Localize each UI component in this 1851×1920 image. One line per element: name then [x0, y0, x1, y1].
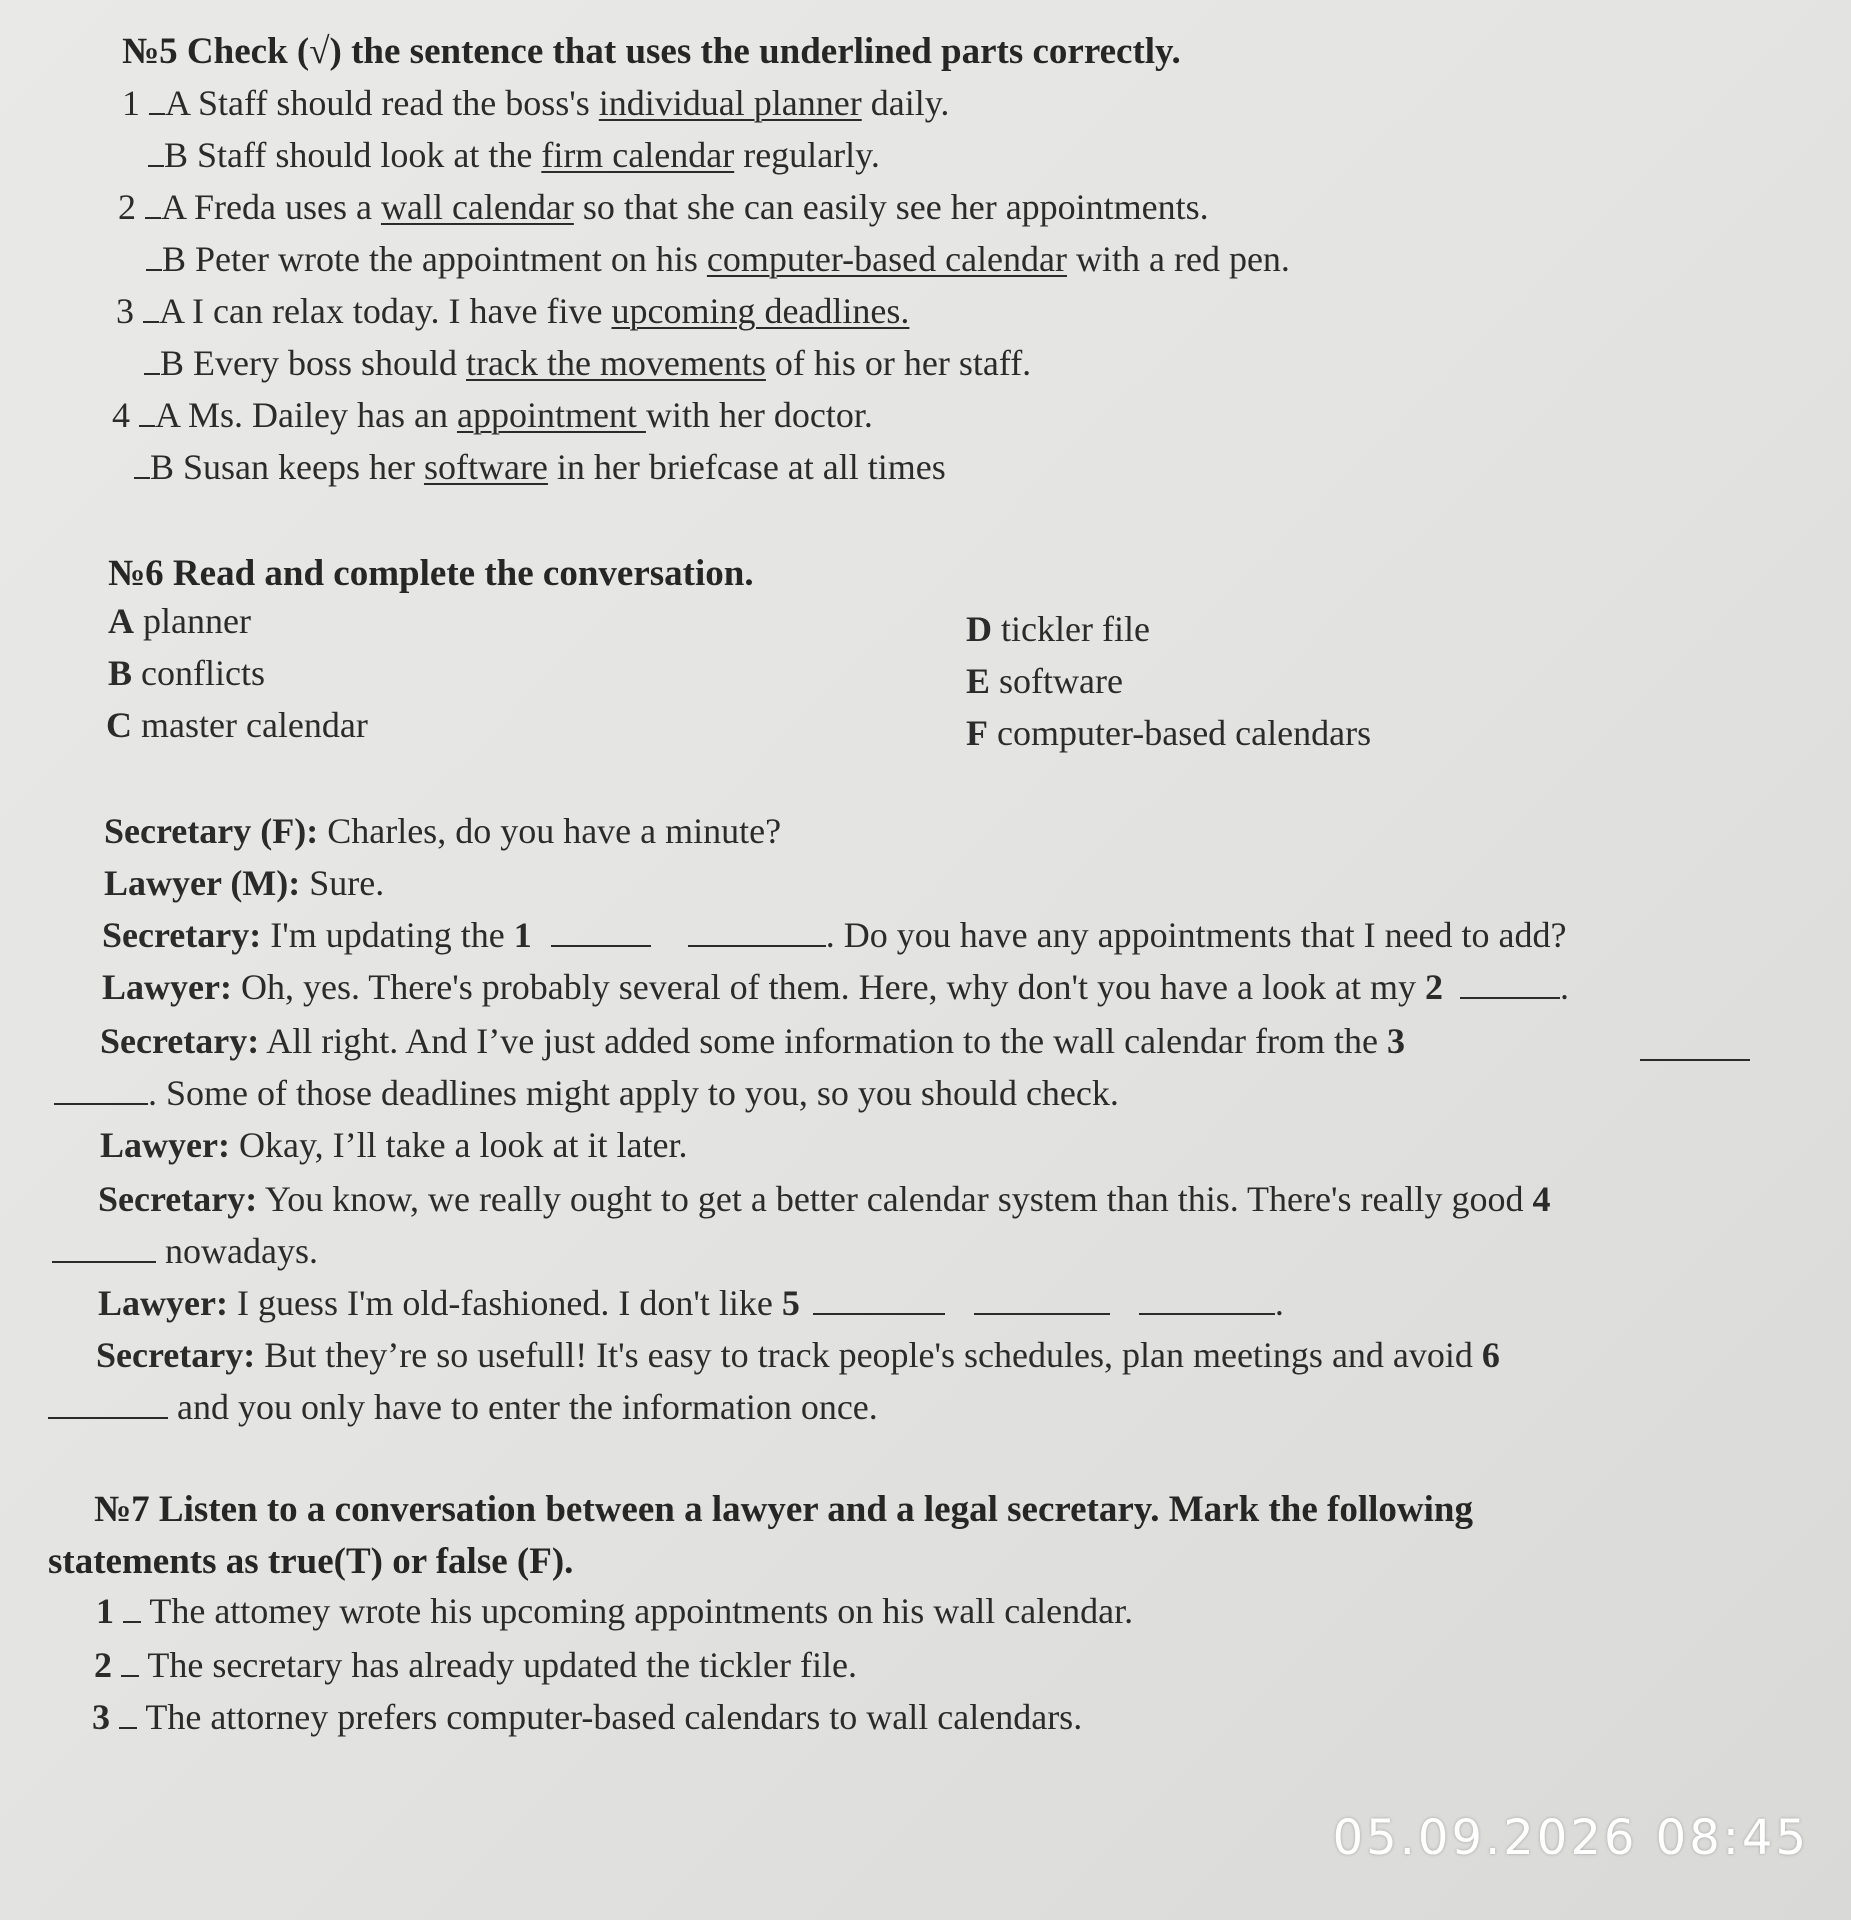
underlined-phrase: track the movements — [466, 343, 766, 383]
dialogue-line-5: Secretary: All right. And I’ve just added some information to the wall calendar from the 3 — [100, 1021, 1405, 1061]
ex7-item-3: 3 The attorney prefers computer-based calendars to wall calendars. — [92, 1697, 1083, 1737]
underlined-phrase: appointment — [456, 395, 646, 435]
answer-blank-4[interactable] — [52, 1260, 156, 1263]
check-blank[interactable] — [144, 372, 160, 375]
tf-blank[interactable] — [121, 1674, 139, 1677]
answer-blank-3b[interactable] — [54, 1102, 148, 1105]
ex5-item-4a: 4 A Ms. Dailey has an appointment with her doctor. — [112, 395, 873, 435]
dialogue-line-3: Secretary: I'm updating the 1 . Do you have any appointments that I need to add? — [102, 915, 1567, 955]
check-blank[interactable] — [149, 112, 165, 115]
dialogue-line-7: Lawyer: Okay, I’ll take a look at it later. — [100, 1125, 688, 1165]
check-blank[interactable] — [148, 164, 164, 167]
item-number: 1 — [122, 83, 140, 123]
tf-blank[interactable] — [119, 1726, 137, 1729]
tf-blank[interactable] — [123, 1620, 141, 1623]
ex7-item-2: 2 The secretary has already updated the tickler file. — [94, 1645, 857, 1685]
ex5-item-1a: 1 A Staff should read the boss's individual planner daily. — [122, 83, 950, 123]
answer-blank-1a[interactable] — [551, 944, 651, 947]
item-number: 2 — [118, 187, 136, 227]
check-blank[interactable] — [146, 268, 162, 271]
speaker-label: Lawyer: — [98, 1283, 228, 1323]
word-box-e: E software — [966, 661, 1123, 701]
ex7-item-1: 1 The attomey wrote his upcoming appointments on his wall calendar. — [96, 1591, 1134, 1631]
underlined-phrase: computer-based calendar — [706, 239, 1067, 279]
speaker-label: Lawyer: — [102, 967, 232, 1007]
blank-number: 4 — [1532, 1179, 1551, 1219]
dialogue-line-9: nowadays. — [52, 1230, 318, 1272]
ex5-item-3b: B Every boss should track the movements of his or her staff. — [144, 342, 1031, 384]
ex7-title-line-2: statements as true(T) or false (F). — [48, 1541, 574, 1582]
dialogue-line-11: Secretary: But they’re so usefull! It's easy to track people's schedules, plan meetings and avoid 6 — [96, 1335, 1500, 1375]
ex5-item-2a: 2 A Freda uses a wall calendar so that she can easily see her appointments. — [118, 187, 1209, 227]
speaker-label: Lawyer (M): — [104, 863, 301, 903]
underlined-phrase: software — [423, 447, 548, 487]
ex5-item-3a: 3 A I can relax today. I have five upcoming deadlines. — [116, 291, 910, 331]
speaker-label: Secretary: — [102, 915, 262, 955]
check-blank[interactable] — [145, 216, 161, 219]
check-blank[interactable] — [134, 476, 150, 479]
dialogue-line-6: . Some of those deadlines might apply to you, so you should check. — [54, 1072, 1119, 1114]
underlined-phrase: upcoming deadlines. — [611, 291, 910, 331]
answer-blank-2[interactable] — [1460, 996, 1560, 999]
dialogue-line-2: Lawyer (M): Sure. — [104, 863, 385, 903]
blank-number: 5 — [781, 1283, 800, 1323]
speaker-label: Lawyer: — [100, 1125, 230, 1165]
word-box-f: F computer-based calendars — [966, 713, 1372, 753]
answer-blank-5a[interactable] — [813, 1312, 945, 1315]
item-number: 1 — [96, 1591, 114, 1631]
speaker-label: Secretary: — [98, 1179, 258, 1219]
word-box-d: D tickler file — [966, 609, 1150, 649]
speaker-label: Secretary: — [100, 1021, 260, 1061]
item-number: 3 — [92, 1697, 110, 1737]
blank-number: 6 — [1481, 1335, 1500, 1375]
check-blank[interactable] — [143, 320, 159, 323]
ex6-title: №6 Read and complete the conversation. — [108, 553, 754, 594]
ex5-item-1b: B Staff should look at the firm calendar regularly. — [148, 134, 880, 176]
dialogue-line-4: Lawyer: Oh, yes. There's probably several of them. Here, why don't you have a look at my 2 . — [102, 967, 1569, 1007]
underlined-phrase: firm calendar — [541, 135, 735, 175]
photo-timestamp: 05.09.2026 08:45 — [1332, 1810, 1809, 1866]
answer-blank-3a[interactable] — [1640, 1058, 1750, 1061]
underlined-phrase: wall calendar — [380, 187, 574, 227]
dialogue-line-8: Secretary: You know, we really ought to get a better calendar system than this. There's really good 4 — [98, 1179, 1551, 1219]
dialogue-line-1: Secretary (F): Charles, do you have a minute? — [104, 811, 782, 851]
word-box-b: B conflicts — [108, 653, 265, 693]
ex5-title: №5 Check (√) the sentence that uses the underlined parts correctly. — [122, 31, 1181, 72]
underlined-phrase: individual planner — [598, 83, 862, 123]
ex7-title-line-1: №7 Listen to a conversation between a lawyer and a legal secretary. Mark the following — [94, 1489, 1473, 1530]
answer-blank-1b[interactable] — [688, 944, 826, 947]
speaker-label: Secretary: — [96, 1335, 256, 1375]
ex5-item-2b: B Peter wrote the appointment on his computer-based calendar with a red pen. — [146, 238, 1290, 280]
word-box-a: A planner — [108, 601, 251, 641]
check-blank[interactable] — [139, 424, 155, 427]
speaker-label: Secretary (F): — [104, 811, 319, 851]
word-box-c: C master calendar — [106, 705, 368, 745]
blank-number: 2 — [1424, 967, 1443, 1007]
ex5-item-4b: B Susan keeps her software in her briefcase at all times — [134, 446, 946, 488]
blank-number: 3 — [1386, 1021, 1405, 1061]
item-number: 4 — [112, 395, 130, 435]
answer-blank-5c[interactable] — [1139, 1312, 1275, 1315]
item-number: 2 — [94, 1645, 112, 1685]
blank-number: 1 — [513, 915, 532, 955]
answer-blank-6[interactable] — [48, 1416, 168, 1419]
item-number: 3 — [116, 291, 134, 331]
dialogue-line-10: Lawyer: I guess I'm old-fashioned. I don't like 5 . — [98, 1283, 1284, 1323]
answer-blank-5b[interactable] — [974, 1312, 1110, 1315]
dialogue-line-12: and you only have to enter the information once. — [48, 1386, 878, 1428]
